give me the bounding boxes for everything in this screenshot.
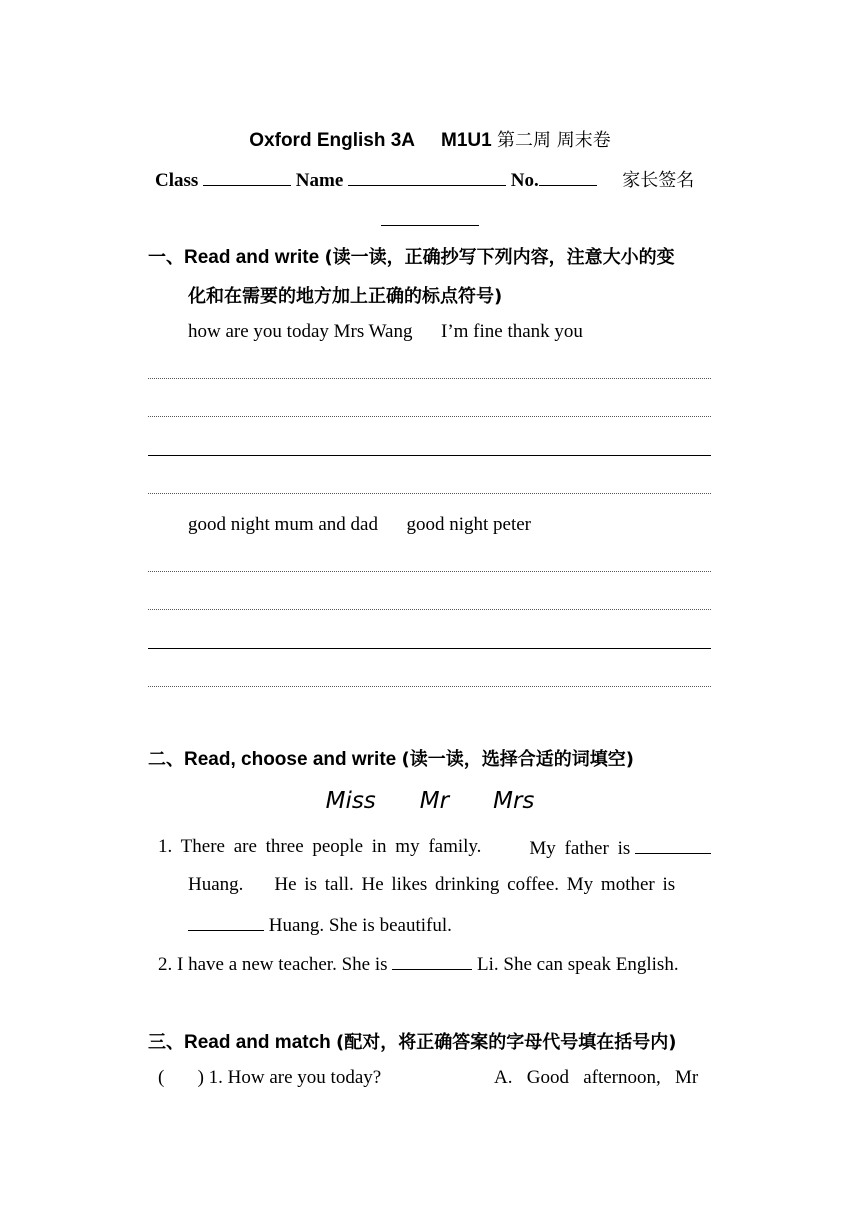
question1-line2 bbox=[188, 874, 711, 896]
section1-instructions-cont: 化和在需要的地方加上正确的标点符号) bbox=[188, 286, 503, 307]
name-label: Name bbox=[295, 170, 344, 191]
question1-text-line3: Huang. She is beautiful. bbox=[268, 915, 452, 936]
section3-instructions: (配对，将正确答案的字母代号填在括号内) bbox=[336, 1032, 677, 1053]
question1-text: 1. There are three people in my family. bbox=[158, 836, 482, 857]
match-question1 bbox=[158, 1067, 381, 1089]
class-label: Class bbox=[155, 170, 199, 191]
name-blank[interactable] bbox=[348, 167, 506, 186]
question1-line1 bbox=[158, 836, 711, 860]
section1-title: Read and write bbox=[184, 247, 320, 268]
parent-sign-label: 家长签名 bbox=[622, 170, 695, 191]
writing-line-dotted bbox=[148, 571, 711, 572]
writing-line-dotted bbox=[148, 609, 711, 610]
word-miss: Miss bbox=[325, 788, 376, 814]
question1-line3 bbox=[188, 913, 452, 937]
question1-text-b: My father is bbox=[529, 838, 631, 859]
section2-instructions: (读一读，选择合适的词填空) bbox=[401, 749, 634, 770]
question2-line bbox=[158, 952, 679, 976]
answer-bracket[interactable]: ( ) bbox=[158, 1067, 204, 1088]
writing-line-solid bbox=[148, 455, 711, 456]
title-cn: 第二周 周末卷 bbox=[496, 130, 611, 151]
no-label: No. bbox=[510, 170, 539, 191]
answer-blank-1[interactable] bbox=[635, 836, 711, 854]
question1-text-line2: Huang. He is tall. He likes drinking coffee. My mother is bbox=[188, 874, 676, 895]
page-title bbox=[0, 126, 860, 152]
answer-blank-3[interactable] bbox=[392, 952, 472, 970]
title-unit: M1U1 bbox=[441, 130, 492, 151]
writing-line-dotted bbox=[148, 686, 711, 687]
no-blank[interactable] bbox=[539, 167, 597, 186]
writing-line-dotted bbox=[148, 378, 711, 379]
question2-text: 2. I have a new teacher. She is bbox=[158, 954, 388, 975]
section1-heading-line2 bbox=[188, 282, 502, 308]
section2-heading bbox=[148, 745, 634, 771]
parent-sign-blank[interactable] bbox=[381, 225, 479, 226]
section1-number: 一、 bbox=[148, 247, 184, 268]
class-blank[interactable] bbox=[203, 167, 291, 186]
section1-heading bbox=[148, 243, 675, 269]
word-bank bbox=[0, 788, 860, 814]
section2-title: Read, choose and write bbox=[184, 749, 397, 770]
word-mrs: Mrs bbox=[493, 788, 535, 814]
writing-line-dotted bbox=[148, 416, 711, 417]
writing-line-dotted bbox=[148, 493, 711, 494]
word-mr: Mr bbox=[419, 788, 450, 814]
section1-sentence2: good night mum and dad good night peter bbox=[188, 514, 532, 535]
section3-heading bbox=[148, 1028, 677, 1054]
section2-number: 二、 bbox=[148, 749, 184, 770]
question2-text-b: Li. She can speak English. bbox=[477, 954, 679, 975]
section1-sentence1: how are you today Mrs Wang I’m fine thank you bbox=[188, 321, 583, 342]
title-en: Oxford English 3A bbox=[249, 130, 416, 151]
answer-blank-2[interactable] bbox=[188, 913, 264, 931]
match-option-a: A. Good afternoon, Mr bbox=[494, 1067, 699, 1088]
writing-line-solid bbox=[148, 648, 711, 649]
section3-number: 三、 bbox=[148, 1032, 184, 1053]
section3-title: Read and match bbox=[184, 1032, 331, 1053]
section1-instructions: (读一读，正确抄写下列内容，注意大小的变 bbox=[324, 247, 675, 268]
student-info-line bbox=[155, 166, 694, 192]
match-question1-text: 1. How are you today? bbox=[208, 1067, 382, 1088]
